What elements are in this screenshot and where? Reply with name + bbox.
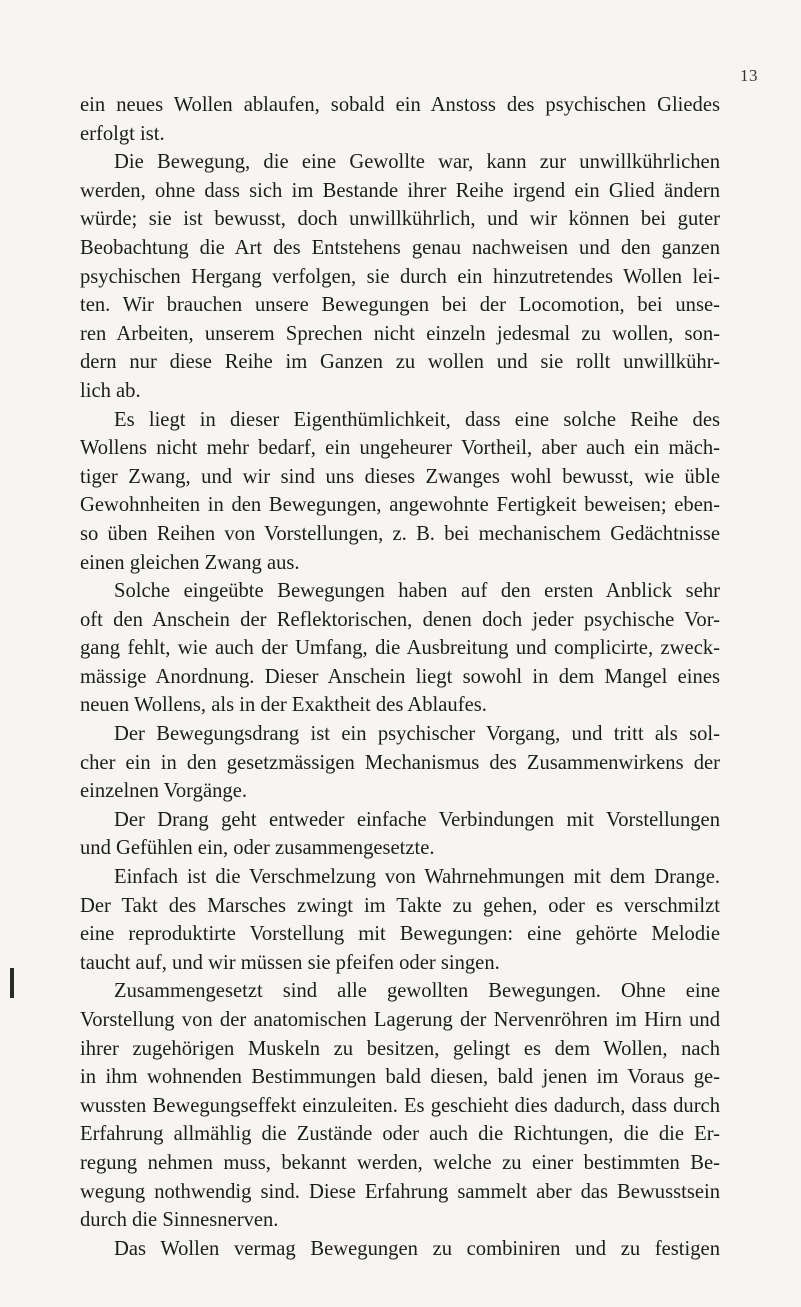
text-line: Vorstellung von der anatomischen Lagerung der Nervenröhren im Hirn und [80,1009,720,1031]
text-line: gang fehlt, wie auch der Umfang, die Ausbreitung und complicirte, zweck- [80,637,720,660]
text-line: dern nur diese Reihe im Ganzen zu wollen und sie rollt unwillkühr- [80,351,720,374]
text-line: Der Takt des Marsches zwingt im Takte zu gehen, oder es verschmilzt [80,894,720,917]
text-line: werden, ohne dass sich im Bestande ihrer Reihe irgend ein Glied ändern [80,179,720,202]
text-line: ein neues Wollen ablaufen, sobald ein Anstoss des psychischen Gliedes [80,94,720,116]
body-text [80,91,720,1263]
text-line: Gewohnheiten in den Bewegungen, angewohnte Fertigkeit beweisen; eben- [80,494,720,517]
text-line: Der Drang geht entweder einfache Verbindungen mit Vorstellungen [114,808,720,831]
text-line: einzelnen Vorgänge. [80,780,247,803]
text-line: mässige Anordnung. Dieser Anschein liegt sowohl in dem Mangel eines [80,665,720,688]
text-line: oft den Anschein der Reflektorischen, denen doch jeder psychische Vor- [80,608,720,631]
text-line: wegung nothwendig sind. Diese Erfahrung sammelt aber das Bewusstsein [80,1180,720,1203]
margin-mark [10,968,14,998]
text-line: ren Arbeiten, unserem Sprechen nicht einzeln jedesmal zu wollen, son- [80,322,720,345]
text-line: Solche eingeübte Bewegungen haben auf den ersten Anblick sehr [114,580,720,603]
text-line: Der Bewegungsdrang ist ein psychischer Vorgang, und tritt als sol- [114,723,720,746]
text-line: taucht auf, und wir müssen sie pfeifen oder singen. [80,951,500,974]
text-line: einen gleichen Zwang aus. [80,551,300,574]
text-line: Das Wollen vermag Bewegungen zu combiniren und zu festigen [114,1237,720,1260]
text-line: eine reproduktirte Vorstellung mit Bewegungen: eine gehörte Melodie [80,923,720,946]
text-line: Erfahrung allmählig die Zustände oder auch die Richtungen, die die Er- [80,1123,720,1146]
text-line: so üben Reihen von Vorstellungen, z. B. bei mechanischem Gedächtnisse [80,522,720,545]
text-line: lich ab. [80,379,141,402]
page-number: 13 [740,66,758,85]
text-line: psychischen Hergang verfolgen, sie durch ein hinzutretendes Wollen lei- [80,265,720,288]
text-line: regung nehmen muss, bekannt werden, welche zu einer bestimmten Be- [80,1151,720,1174]
text-line: Es liegt in dieser Eigenthümlichkeit, dass eine solche Reihe des [114,408,720,431]
text-line: durch die Sinnesnerven. [80,1209,279,1232]
text-line: Einfach ist die Verschmelzung von Wahrnehmungen mit dem Drange. [114,866,720,889]
text-line: cher ein in den gesetzmässigen Mechanismus des Zusammenwirkens der [80,751,720,774]
text-line: wussten Bewegungseffekt einzuleiten. Es geschieht dies dadurch, dass durch [80,1094,720,1117]
text-line: Wollens nicht mehr bedarf, ein ungeheurer Vortheil, aber auch ein mäch- [80,437,720,460]
text-line: in ihm wohnenden Bestimmungen bald diesen, bald jenen im Voraus ge- [80,1066,720,1089]
text-line: erfolgt ist. [80,122,165,145]
text-line: ten. Wir brauchen unsere Bewegungen bei der Locomotion, bei unse- [80,294,720,317]
text-line: neuen Wollens, als in der Exaktheit des Ablaufes. [80,694,487,717]
text-line: Die Bewegung, die eine Gewollte war, kann zur unwillkührlichen [114,151,720,174]
text-line: Beobachtung die Art des Entstehens genau nachweisen und den ganzen [80,236,720,259]
text-line: ihrer zugehörigen Muskeln zu besitzen, gelingt es dem Wollen, nach [80,1037,720,1060]
text-line: tiger Zwang, und wir sind uns dieses Zwanges wohl bewusst, wie üble [80,465,720,488]
text-line: und Gefühlen ein, oder zusammengesetzte. [80,837,435,860]
text-line: würde; sie ist bewusst, doch unwillkührlich, und wir können bei guter [80,208,720,231]
text-line: Zusammengesetzt sind alle gewollten Bewegungen. Ohne eine [114,980,720,1003]
